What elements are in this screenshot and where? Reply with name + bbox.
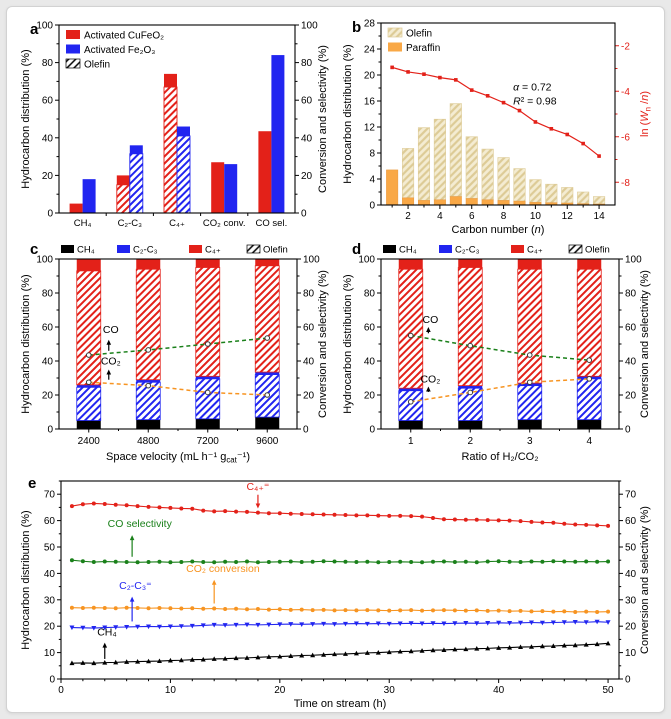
svg-text:CO₂ conv.: CO₂ conv. — [202, 218, 246, 229]
svg-text:2400: 2400 — [77, 436, 100, 447]
svg-text:50: 50 — [43, 542, 55, 554]
svg-text:0: 0 — [49, 674, 55, 686]
svg-text:10: 10 — [164, 685, 176, 696]
svg-text:Paraffin: Paraffin — [406, 43, 441, 54]
svg-text:10: 10 — [625, 648, 637, 660]
svg-text:0: 0 — [301, 208, 307, 220]
panel-e-plot — [44, 481, 637, 710]
svg-text:20: 20 — [625, 621, 637, 633]
svg-text:20: 20 — [43, 621, 55, 633]
svg-text:10: 10 — [529, 211, 541, 222]
panel-b-plot — [364, 19, 630, 237]
svg-text:Conversion and selectivity (%): Conversion and selectivity (%) — [317, 45, 329, 193]
svg-text:Conversion and selectivity (%): Conversion and selectivity (%) — [639, 506, 651, 654]
svg-text:50: 50 — [602, 685, 614, 696]
svg-text:Hydrocarbon distribution (%): Hydrocarbon distribution (%) — [20, 274, 32, 414]
svg-text:80: 80 — [363, 288, 375, 300]
svg-text:40: 40 — [301, 133, 313, 145]
svg-text:9600: 9600 — [256, 436, 279, 447]
svg-text:40: 40 — [41, 133, 53, 145]
svg-text:12: 12 — [561, 211, 573, 222]
panel-e-chart — [17, 473, 657, 711]
svg-text:40: 40 — [493, 685, 505, 696]
svg-text:C₄₊: C₄₊ — [527, 244, 543, 256]
svg-text:60: 60 — [625, 516, 637, 528]
svg-text:3: 3 — [526, 436, 533, 447]
svg-text:CO₂: CO₂ — [420, 373, 441, 386]
svg-text:Olefin: Olefin — [585, 244, 610, 256]
svg-text:40: 40 — [41, 356, 53, 368]
svg-text:CO: CO — [102, 323, 119, 336]
svg-text:Activated CuFeO₂: Activated CuFeO₂ — [84, 30, 165, 42]
svg-text:CO selectivity: CO selectivity — [107, 518, 172, 531]
svg-text:70: 70 — [625, 489, 637, 501]
svg-text:4: 4 — [437, 211, 443, 222]
svg-text:Hydrocarbon distribution (%): Hydrocarbon distribution (%) — [20, 49, 32, 189]
figure-card — [6, 6, 665, 713]
panel-a-chart — [17, 15, 335, 239]
svg-text:40: 40 — [363, 356, 375, 368]
svg-text:60: 60 — [41, 95, 53, 107]
svg-text:R² = 0.98: R² = 0.98 — [513, 95, 557, 108]
panel-c-legend — [61, 245, 288, 256]
panel-a-plot — [36, 21, 318, 230]
svg-text:-6: -6 — [621, 132, 630, 144]
svg-text:c: c — [30, 241, 39, 258]
svg-text:Hydrocarbon distribution (%): Hydrocarbon distribution (%) — [342, 274, 354, 414]
svg-text:30: 30 — [625, 595, 637, 607]
svg-text:C₄₊: C₄₊ — [205, 244, 221, 256]
svg-text:Time on stream (h): Time on stream (h) — [293, 698, 387, 710]
svg-text:2: 2 — [467, 436, 474, 447]
svg-text:C₄₊⁼: C₄₊⁼ — [246, 481, 270, 494]
svg-text:CH₄: CH₄ — [399, 244, 417, 256]
panel-b-legend — [388, 28, 440, 54]
svg-text:0: 0 — [47, 424, 53, 436]
svg-text:0: 0 — [625, 674, 631, 686]
svg-text:e: e — [28, 475, 37, 492]
svg-text:α = 0.72: α = 0.72 — [513, 81, 552, 94]
svg-text:100: 100 — [358, 254, 375, 266]
svg-text:20: 20 — [303, 390, 315, 402]
svg-text:CO: CO — [422, 313, 439, 326]
panel-c-chart — [17, 239, 335, 473]
svg-text:Hydrocarbon distribution (%): Hydrocarbon distribution (%) — [342, 44, 354, 184]
svg-text:4: 4 — [369, 174, 375, 186]
svg-text:60: 60 — [363, 322, 375, 334]
svg-text:40: 40 — [625, 568, 637, 580]
svg-text:Olefin: Olefin — [84, 59, 111, 71]
svg-text:20: 20 — [41, 390, 53, 402]
svg-text:40: 40 — [43, 568, 55, 580]
svg-text:20: 20 — [363, 390, 375, 402]
svg-text:100: 100 — [36, 20, 53, 32]
svg-text:60: 60 — [41, 322, 53, 334]
svg-text:Olefin: Olefin — [406, 28, 433, 40]
svg-text:CO₂ conversion: CO₂ conversion — [186, 563, 260, 576]
svg-text:60: 60 — [303, 322, 315, 334]
svg-text:2: 2 — [405, 211, 411, 222]
svg-text:Hydrocarbon distribution (%): Hydrocarbon distribution (%) — [20, 510, 32, 650]
svg-text:Activated Fe₂O₃: Activated Fe₂O₃ — [84, 45, 156, 56]
svg-text:20: 20 — [274, 685, 286, 696]
svg-text:1: 1 — [407, 436, 414, 447]
svg-text:Space velocity (mL h⁻¹ gcat⁻¹): Space velocity (mL h⁻¹ $g_{cat}^{-1}$) — [105, 451, 251, 465]
svg-text:0: 0 — [47, 208, 53, 220]
panel-a-legend — [66, 30, 164, 71]
svg-text:Conversion and selectivity (%): Conversion and selectivity (%) — [639, 270, 651, 418]
svg-text:CO sel.: CO sel. — [255, 218, 288, 229]
svg-text:40: 40 — [303, 356, 315, 368]
svg-text:0: 0 — [303, 424, 309, 436]
svg-text:b: b — [352, 19, 362, 36]
svg-text:C₂-C₃: C₂-C₃ — [455, 244, 480, 256]
svg-text:60: 60 — [301, 95, 313, 107]
svg-text:80: 80 — [301, 58, 313, 70]
svg-text:60: 60 — [43, 516, 55, 528]
svg-text:CO₂: CO₂ — [100, 355, 121, 368]
svg-text:28: 28 — [363, 18, 375, 30]
svg-text:80: 80 — [41, 288, 53, 300]
svg-text:CH₄: CH₄ — [77, 244, 95, 256]
svg-text:20: 20 — [625, 390, 637, 402]
panel-d-chart — [339, 239, 657, 473]
svg-text:Conversion and selectivity (%): Conversion and selectivity (%) — [317, 270, 329, 418]
panel-b-chart — [339, 15, 657, 239]
svg-text:-8: -8 — [621, 177, 630, 189]
svg-text:0: 0 — [369, 200, 375, 212]
svg-text:0: 0 — [369, 424, 375, 436]
svg-text:Carbon number (n): Carbon number (n) — [451, 224, 545, 236]
svg-text:50: 50 — [625, 542, 637, 554]
svg-text:C₄₊: C₄₊ — [169, 218, 185, 229]
svg-text:80: 80 — [625, 288, 637, 300]
svg-text:30: 30 — [383, 685, 395, 696]
svg-text:a: a — [30, 21, 39, 38]
svg-text:Ratio of H₂/CO₂: Ratio of H₂/CO₂ — [461, 451, 539, 463]
svg-text:14: 14 — [593, 211, 605, 222]
svg-text:0: 0 — [625, 424, 631, 436]
panel-d-plot — [358, 245, 642, 464]
svg-text:7200: 7200 — [196, 436, 219, 447]
svg-text:80: 80 — [303, 288, 315, 300]
svg-text:d: d — [352, 241, 362, 258]
svg-text:4: 4 — [586, 436, 593, 447]
svg-text:100: 100 — [36, 254, 53, 266]
svg-text:6: 6 — [468, 211, 475, 222]
svg-text:0: 0 — [58, 685, 64, 696]
svg-text:20: 20 — [301, 170, 313, 182]
panel-d-legend — [383, 245, 610, 256]
svg-text:24: 24 — [363, 44, 375, 56]
svg-text:12: 12 — [363, 122, 375, 134]
svg-text:100: 100 — [303, 254, 320, 266]
svg-text:8: 8 — [369, 148, 375, 160]
svg-text:60: 60 — [625, 322, 637, 334]
svg-text:C₂-C₃: C₂-C₃ — [133, 244, 158, 256]
svg-text:40: 40 — [625, 356, 637, 368]
svg-text:CH₄: CH₄ — [73, 218, 92, 229]
svg-text:100: 100 — [301, 20, 318, 32]
svg-text:Olefin: Olefin — [263, 244, 288, 256]
svg-text:C₂-C₃⁼: C₂-C₃⁼ — [119, 580, 152, 593]
panel-c-plot — [36, 245, 320, 465]
svg-text:10: 10 — [43, 648, 55, 660]
svg-text:70: 70 — [43, 489, 55, 501]
svg-text:80: 80 — [41, 58, 53, 70]
svg-text:16: 16 — [363, 96, 375, 108]
svg-text:20: 20 — [41, 170, 53, 182]
svg-text:ln (Wn /n): $\ln (W_n$ /n) — [639, 91, 653, 137]
svg-text:-2: -2 — [621, 41, 630, 53]
svg-text:-4: -4 — [621, 86, 630, 98]
svg-text:CH₄: CH₄ — [97, 626, 117, 639]
svg-text:20: 20 — [363, 70, 375, 82]
svg-text:C₂-C₃: C₂-C₃ — [117, 218, 143, 229]
svg-text:8: 8 — [500, 211, 507, 222]
svg-text:4800: 4800 — [137, 436, 160, 447]
svg-text:100: 100 — [625, 254, 642, 266]
svg-text:30: 30 — [43, 595, 55, 607]
